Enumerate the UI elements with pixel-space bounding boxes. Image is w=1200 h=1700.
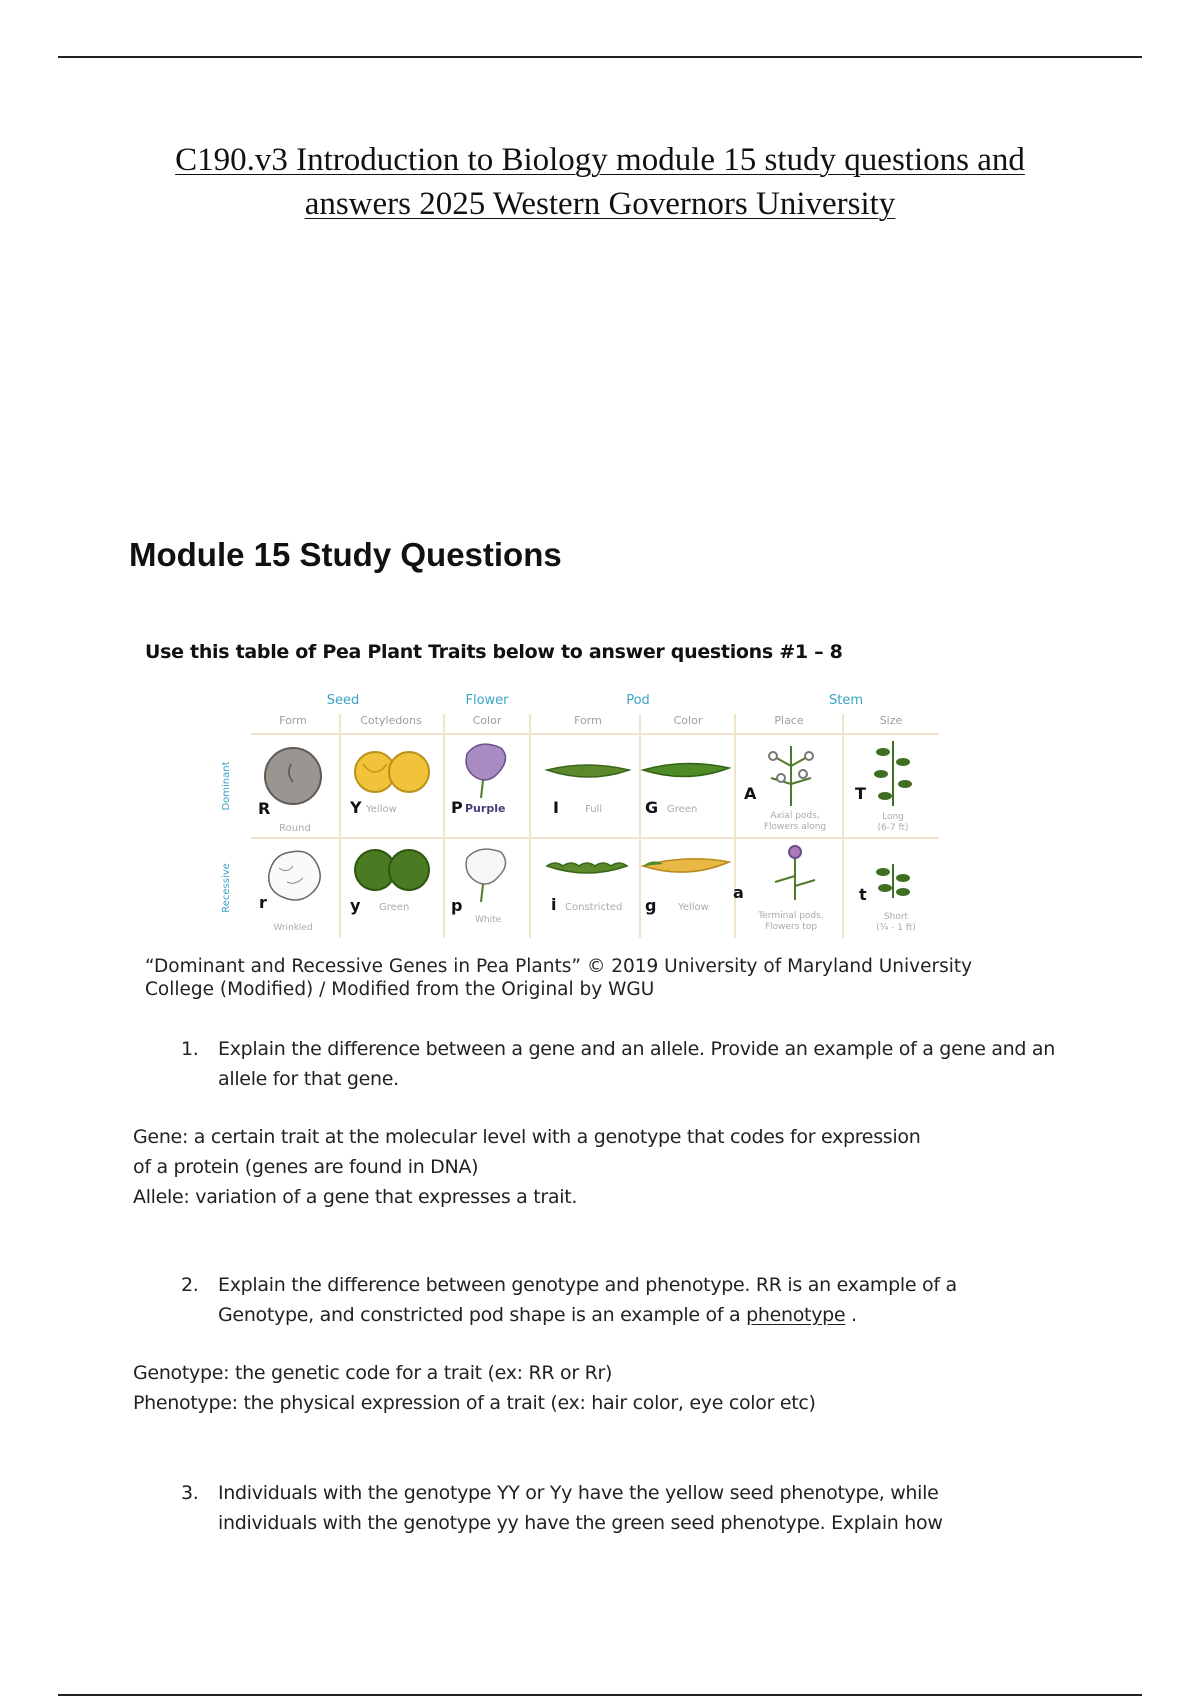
pod-full-illustration [547, 765, 629, 777]
letter-A: A [744, 784, 757, 803]
cotyledon-green-illustration [355, 850, 429, 890]
seed-wrinkled-illustration [269, 851, 320, 900]
subheader-seed-form: Form [279, 714, 307, 727]
subheader-stem-place: Place [774, 714, 804, 727]
question-text-line: Individuals with the genotype YY or Yy have the yellow seed phenotype, while [218, 1482, 939, 1504]
stem-long-illustration [875, 741, 911, 806]
caption-line-2: College (Modified) / Modified from the Original by WGU [145, 979, 655, 1000]
question-text-pre: Genotype, and constricted pod shape is an example of a [218, 1304, 747, 1326]
letter-a: a [733, 883, 744, 902]
title-line-1: C190.v3 Introduction to Biology module 15 study questions and [175, 142, 1025, 178]
letter-G: G [645, 798, 659, 817]
label-long: Long [882, 812, 904, 822]
label-constricted: Constricted [565, 902, 623, 913]
top-rule [58, 56, 1142, 58]
letter-g: g [645, 896, 657, 915]
pod-constricted-illustration [547, 863, 627, 873]
letter-i: i [551, 895, 557, 914]
letter-r: r [259, 893, 267, 912]
header-flower: Flower [465, 693, 509, 708]
question-number: 2. [181, 1274, 199, 1296]
letter-R: R [258, 799, 271, 818]
letter-p: p [451, 896, 463, 915]
label-green-seed: Green [379, 902, 410, 913]
document-title [130, 138, 1070, 226]
question-text-post: . [845, 1304, 857, 1326]
stem-terminal-illustration [775, 846, 815, 900]
title-line-2: answers 2025 Western Governors University [304, 186, 896, 222]
seed-round-illustration [265, 748, 321, 804]
header-stem: Stem [828, 693, 864, 708]
label-axial-2: Flowers along [763, 822, 827, 832]
letter-y: y [350, 896, 361, 915]
label-short-2: (¾ - 1 ft) [876, 923, 916, 933]
caption-line-1: “Dominant and Recessive Genes in Pea Plants” © 2019 University of Maryland University [145, 956, 973, 977]
figure-caption [145, 955, 1045, 1001]
section-heading: Module 15 Study Questions [129, 536, 562, 573]
stem-axial-illustration [769, 746, 813, 806]
label-wrinkled: Wrinkled [273, 923, 313, 933]
pod-green-illustration [643, 763, 729, 776]
underlined-term: phenotype [746, 1304, 846, 1326]
answer-line: Phenotype: the physical expression of a trait (ex: hair color, eye color etc) [133, 1392, 816, 1414]
answer-line: Allele: variation of a gene that expresses a trait. [133, 1186, 578, 1208]
answer-line: Genotype: the genetic code for a trait (ex: RR or Rr) [133, 1362, 613, 1384]
pod-yellow-illustration [643, 859, 729, 872]
letter-P: P [451, 798, 463, 817]
letter-T: T [855, 784, 866, 803]
question-number: 3. [181, 1482, 199, 1504]
stem-short-illustration [877, 864, 909, 898]
label-terminal: Terminal pods, [758, 911, 824, 921]
letter-t: t [859, 885, 867, 904]
label-purple: Purple [465, 802, 506, 815]
letter-I: I [553, 798, 559, 817]
subheader-flower-color: Color [472, 714, 502, 727]
header-seed: Seed [326, 693, 360, 708]
answer-line: of a protein (genes are found in DNA) [133, 1156, 479, 1178]
label-yellow-pod: Yellow [678, 902, 709, 913]
question-number: 1. [181, 1038, 199, 1060]
header-pod: Pod [626, 693, 650, 708]
flower-white-illustration [466, 849, 505, 902]
question-text-line: allele for that gene. [218, 1068, 399, 1090]
answer-1 [133, 1122, 1013, 1212]
subheader-seed-cotyledons: Cotyledons [360, 714, 422, 727]
label-full: Full [585, 804, 603, 815]
label-white: White [475, 915, 502, 925]
question-text-line: individuals with the genotype yy have the green seed phenotype. Explain how [218, 1512, 943, 1534]
table-instruction: Use this table of Pea Plant Traits below to answer questions #1 – 8 [145, 641, 843, 663]
cotyledon-yellow-illustration [355, 752, 429, 792]
label-short: Short [883, 912, 909, 922]
label-long-2: (6-7 ft) [877, 823, 909, 833]
label-round: Round [279, 823, 311, 834]
flower-purple-illustration [466, 744, 505, 798]
answer-line: Gene: a certain trait at the molecular level with a genotype that codes for expression [133, 1126, 921, 1148]
label-terminal-2: Flowers top [764, 922, 818, 932]
subheader-pod-color: Color [673, 714, 703, 727]
answer-2 [133, 1358, 1013, 1418]
row-label-dominant: Dominant [221, 761, 232, 811]
label-green: Green [667, 804, 698, 815]
subheader-pod-form: Form [574, 714, 602, 727]
pea-plant-traits-figure [213, 686, 939, 938]
question-text-line: Explain the difference between genotype and phenotype. RR is an example of a [218, 1274, 957, 1296]
subheader-stem-size: Size [879, 714, 903, 727]
label-yellow: Yellow [366, 804, 397, 815]
question-text-line: Explain the difference between a gene and an allele. Provide an example of a gene and an [218, 1038, 1055, 1060]
label-axial: Axial pods, [770, 811, 820, 821]
question-text-line [218, 1300, 1078, 1330]
letter-Y: Y [350, 798, 362, 817]
bottom-rule [58, 1694, 1142, 1696]
row-label-recessive: Recessive [221, 863, 232, 913]
